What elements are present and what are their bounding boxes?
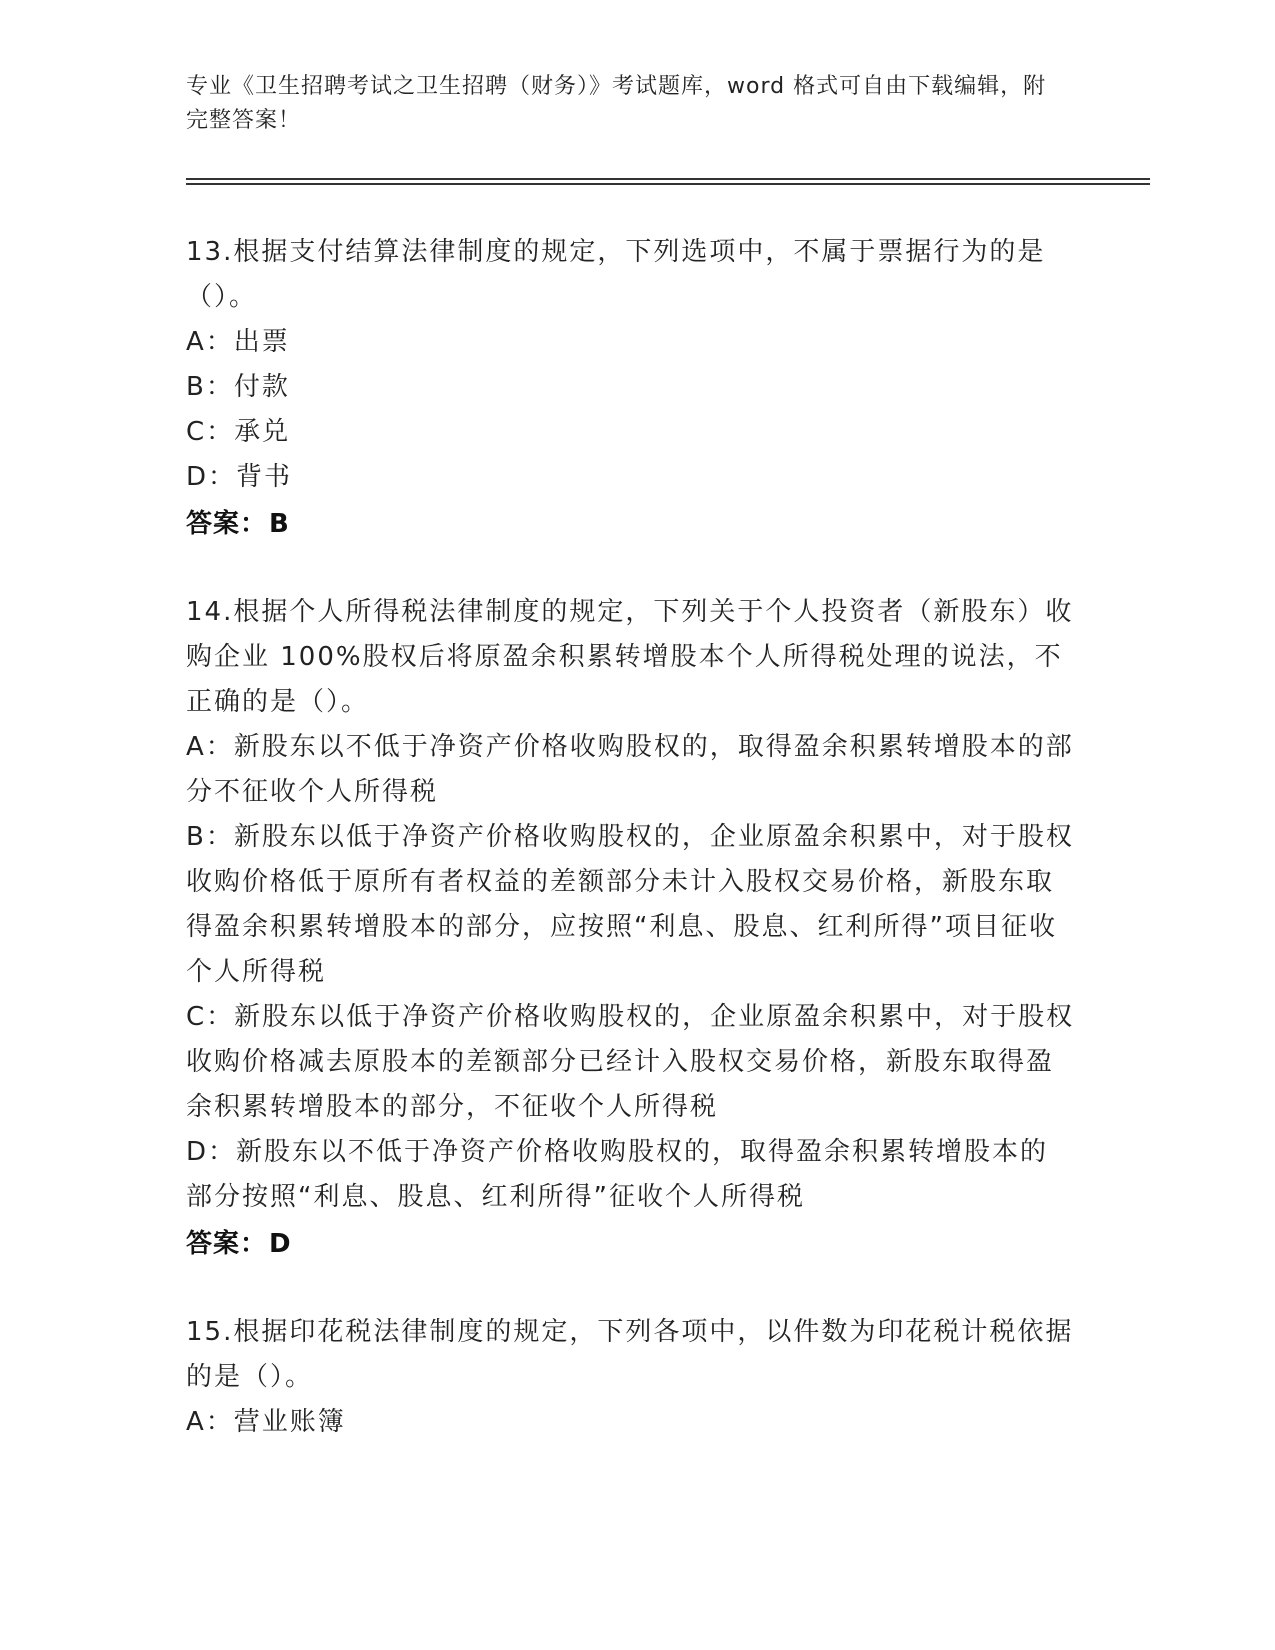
option-a: A：营业账簿 [186, 1407, 346, 1437]
answer [186, 500, 1076, 548]
document-header [186, 70, 1066, 138]
option-a: A：出票 [186, 327, 290, 357]
answer-label: 答案： [186, 1229, 268, 1259]
option-c: C：承兑 [186, 417, 291, 447]
header-divider-top [186, 178, 1150, 180]
header-text: 专业《卫生招聘考试之卫生招聘（财务）》考试题库，word 格式可自由下载编辑，附完整答案！ [186, 74, 1047, 133]
question-stem: 13.根据支付结算法律制度的规定，下列选项中，不属于票据行为的是（）。 [186, 237, 1046, 312]
question-stem: 14.根据个人所得税法律制度的规定，下列关于个人投资者（新股东）收购企业 100%股权后将原盈余积累转增股本个人所得税处理的说法，不正确的是（）。 [186, 597, 1074, 717]
option-b: B：新股东以低于净资产价格收购股权的，企业原盈余积累中，对于股权收购价格低于原所有者权益的差额部分未计入股权交易价格，新股东取得盈余积累转增股本的部分，应按照“利息、股息、红利所得”项目征收个人所得税 [186, 822, 1074, 987]
answer-value: D [269, 1229, 292, 1259]
answer [186, 1220, 1076, 1268]
question-list [186, 230, 1076, 1487]
option-c: C：新股东以低于净资产价格收购股权的，企业原盈余积累中，对于股权收购价格减去原股本的差额部分已经计入股权交易价格，新股东取得盈余积累转增股本的部分，不征收个人所得税 [186, 1002, 1075, 1122]
option-b: B：付款 [186, 372, 290, 402]
question-13 [186, 230, 1076, 548]
answer-label: 答案： [186, 509, 268, 539]
question-stem: 15.根据印花税法律制度的规定，下列各项中，以件数为印花税计税依据的是（）。 [186, 1317, 1074, 1392]
option-d: D：新股东以不低于净资产价格收购股权的，取得盈余积累转增股本的部分按照“利息、股息、红利所得”征收个人所得税 [186, 1137, 1049, 1212]
option-a: A：新股东以不低于净资产价格收购股权的，取得盈余积累转增股本的部分不征收个人所得税 [186, 732, 1074, 807]
question-15 [186, 1310, 1076, 1445]
header-divider-bottom [186, 183, 1150, 185]
question-14 [186, 590, 1076, 1268]
option-d: D：背书 [186, 462, 293, 492]
answer-value: B [269, 509, 290, 539]
